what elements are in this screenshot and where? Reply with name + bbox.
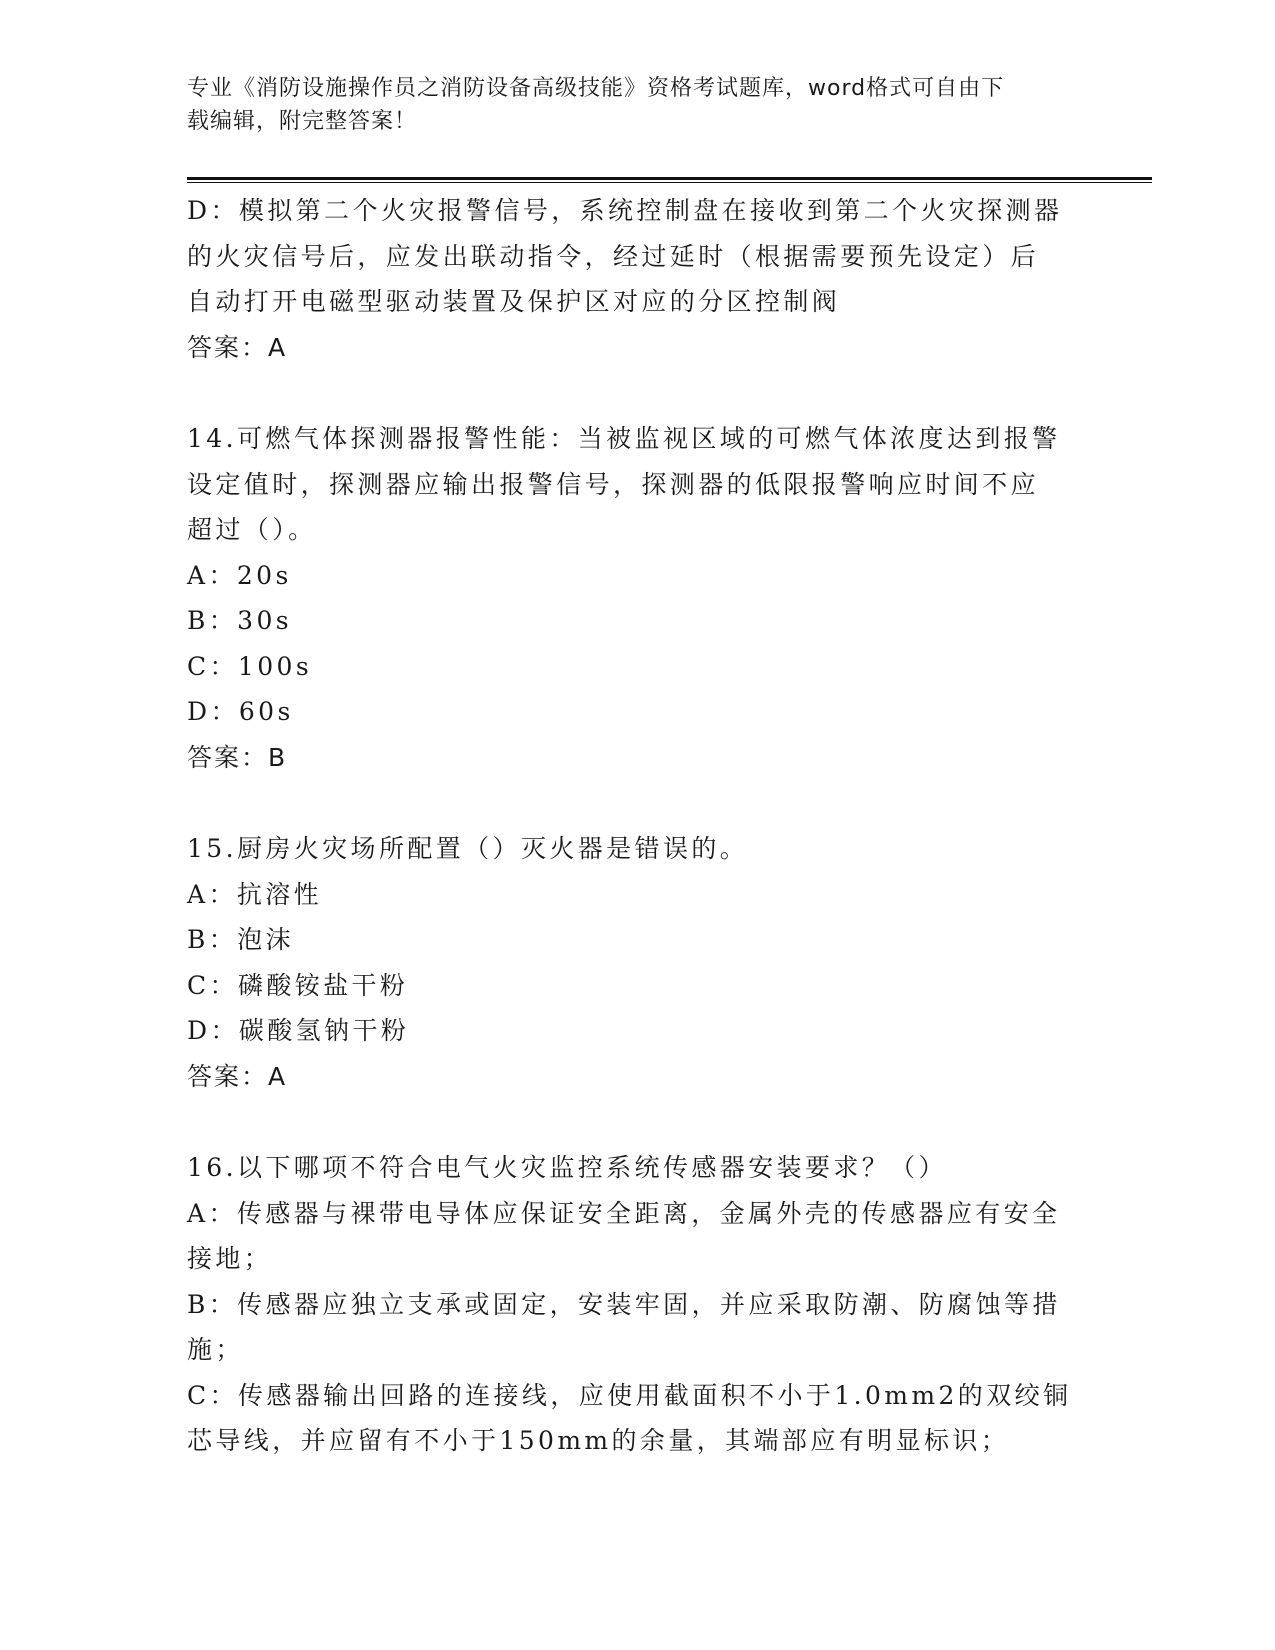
- question-text-line: 设定值时，探测器应输出报警信号，探测器的低限报警响应时间不应: [187, 469, 1040, 499]
- answer-line: 答案：A: [187, 1061, 288, 1091]
- question-spacer: [187, 1099, 1087, 1145]
- question-15: [187, 826, 1087, 1099]
- question-spacer: [187, 780, 1087, 826]
- question-13-tail: [187, 188, 1087, 370]
- option-b-line: B：传感器应独立支承或固定，安装牢固，并应采取防潮、防腐蚀等措: [187, 1289, 1061, 1319]
- option-b: B：泡沫: [187, 925, 294, 954]
- option-b: B：30s: [187, 606, 293, 635]
- question-16: [187, 1145, 1087, 1464]
- header-line-1: 专业《消防设施操作员之消防设备高级技能》资格考试题库，word格式可自由下: [187, 76, 1005, 101]
- option-d-line: 自动打开电磁型驱动装置及保护区对应的分区控制阀: [187, 287, 841, 316]
- answer-line: 答案：A: [187, 332, 288, 362]
- question-text-line: 14.可燃气体探测器报警性能：当被监视区域的可燃气体浓度达到报警: [187, 424, 1061, 453]
- question-text-line: 16.以下哪项不符合电气火灾监控系统传感器安装要求？（）: [187, 1153, 947, 1182]
- option-c: C：磷酸铵盐干粉: [187, 970, 409, 1000]
- option-d: D：碳酸氢钠干粉: [187, 1016, 410, 1045]
- option-d-line: 的火灾信号后，应发出联动指令，经过延时（根据需要预先设定）后: [187, 241, 1040, 271]
- option-b-line: 施；: [187, 1335, 244, 1364]
- question-text-line: 超过（）。: [187, 515, 317, 544]
- option-a: A：20s: [187, 560, 292, 590]
- header-rule-thick: [187, 177, 1152, 180]
- option-d-line: D：模拟第二个火灾报警信号，系统控制盘在接收到第二个火灾探测器: [187, 196, 1063, 225]
- question-spacer: [187, 370, 1087, 416]
- option-a-line: 接地；: [187, 1244, 273, 1273]
- option-c: C：100s: [187, 651, 313, 681]
- header-line-2: 载编辑，附完整答案！: [187, 109, 418, 134]
- question-text-line: 15.厨房火灾场所配置（）灭火器是错误的。: [187, 834, 749, 863]
- option-d: D：60s: [187, 697, 294, 726]
- answer-line: 答案：B: [187, 742, 288, 772]
- document-body: [187, 188, 1087, 1464]
- option-a-line: A：传感器与裸带电导体应保证安全距离，金属外壳的传感器应有安全: [187, 1198, 1061, 1228]
- option-a: A：抗溶性: [187, 879, 323, 909]
- option-c-line: 芯导线，并应留有不小于150mm的余量，其端部应有明显标识；: [187, 1426, 1010, 1455]
- question-14: [187, 416, 1087, 780]
- document-header: [187, 72, 1067, 138]
- header-rule-thin: [187, 182, 1152, 183]
- option-c-line: C：传感器输出回路的连接线，应使用截面积不小于1.0mm2的双绞铜: [187, 1380, 1072, 1410]
